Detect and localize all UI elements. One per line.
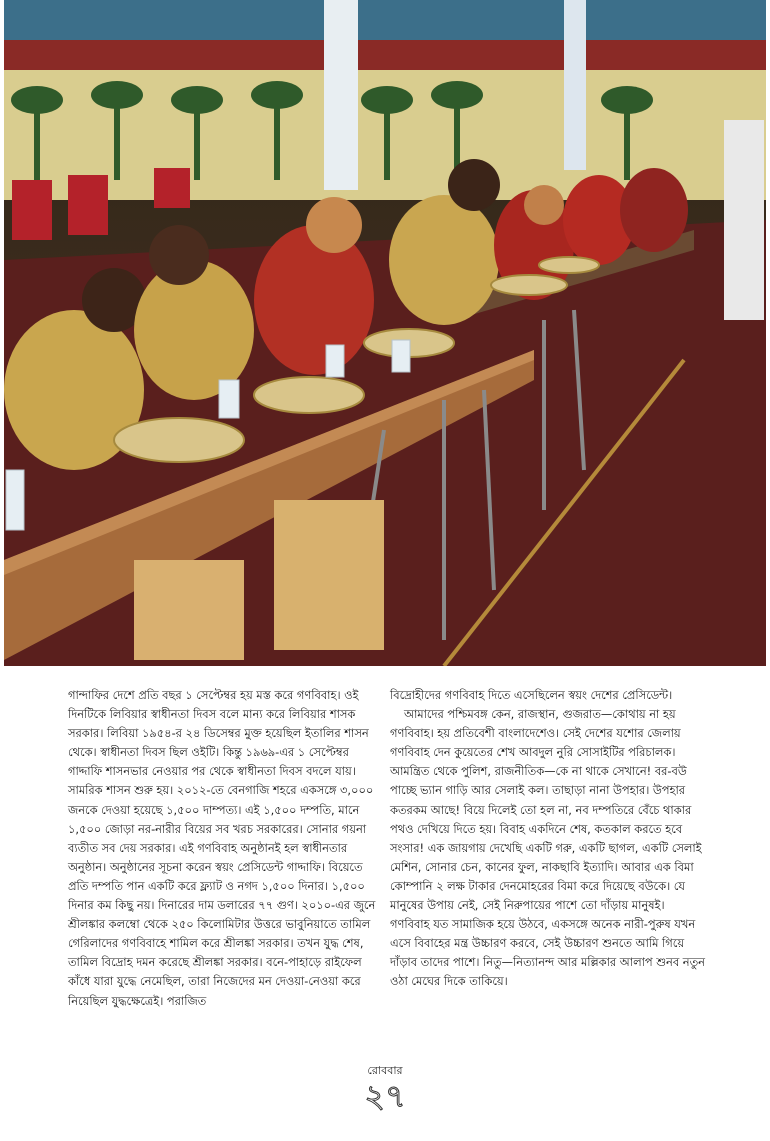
magazine-name: রোববার xyxy=(367,1064,403,1077)
article-paragraph: বিদ্রোহীদের গণবিবাহ দিতে এসেছিলেন স্বয়ং দেশের প্রেসিডেন্ট। xyxy=(390,688,673,702)
article-paragraph: আমাদের পশ্চিমবঙ্গ কেন, রাজস্থান, গুজরাত—কোথায় না হয় গণবিবাহ। হয় প্রতিবেশী বাংলাদেশেও। সেই দেশের যশোর জেলায় গণবিবাহ দেন কুয়েতের শেখ আবদুল নুরি সোসাইটির পরিচালক। আমন্ত্রিত থেকে পুলিশ, রাজনীতিক—কে না থাকে সেখানে! বর-বউ পাচ্ছে ভ্যান গাড়ি আর সেলাই কল। তাছাড়া নানা উপহার। উপহার কতরকম আছে! বিয়ে দিলেই তো হল না, নব দম্পতিরে বেঁচে থাকার পথও দেখিয়ে দিতে হয়। বিবাহ একদিনে শেষ, কতকাল করতে হবে সংসার! এক জায়গায় দেখেছি একটি গরু, একটি ছাগল, একটি সেলাই মেশিন, সোনার চেন, কানের ফুল, নাকছাবি ইত্যাদি। আবার এক বিমা কোম্পানি ২ লক্ষ টাকার দেনমোহরের বিমা করে দিয়েছে বউকে। যে মানুষের উপায় নেই, সেই নিরুপায়ের পাশে তো দাঁড়ায় মানুষই। গণবিবাহ যত সামাজিক হয়ে উঠবে, একসঙ্গে অনেক নারী-পুরুষ যখন এসে বিবাহের মন্ত্র উচ্চারণ করবে, সেই উচ্চারণ শুনতে আমি গিয়ে দাঁড়াব তাদের পাশে। নিতু—নিত্যানন্দ আর মল্লিকার আলাপ শুনব নতুন ওঠা মেঘের দিকে তাকিয়ে। xyxy=(390,707,705,989)
page-number: ২৭ xyxy=(364,1077,406,1115)
article-column-right xyxy=(390,686,706,992)
article-column-left xyxy=(68,686,384,1011)
mass-wedding-feast-photo xyxy=(4,0,766,666)
page-footer xyxy=(0,1062,770,1115)
article-paragraph: গান্দাফির দেশে প্রতি বছর ১ সেপ্টেম্বর হয় মস্ত করে গণবিবাহ। ওই দিনটিকে লিবিয়ার স্বাধীনতা দিবস বলে মান্য করে লিবিয়ার শাসক সরকার। লিবিয়া ১৯৫৪-র ২৪ ডিসেম্বর মুক্ত হয়েছিল ইতালির শাসন থেকে। স্বাধীনতা দিবস ছিল ওইটি। কিন্তু ১৯৬৯-এর ১ সেপ্টেম্বর গাদ্দাফি শাসনভার নেওয়ার পর থেকে স্বাধীনতা দিবস বদলে যায়। সামরিক শাসন শুরু হয়। ২০১২-তে বেনগাজি শহরে একসঙ্গে ৩,০০০ জনকে দেওয়া হয়েছে ১,৫০০ দাম্পত্য। এই ১,৫০০ দম্পতি, মানে ১,৫০০ জোড়া নর-নারীর বিয়ের সব খরচ সরকারের। সোনার গয়না ব্যতীত সব দেয় সরকার। এই গণবিবাহ অনুষ্ঠানই হল স্বাধীনতার অনুষ্ঠান। অনুষ্ঠানের সূচনা করেন স্বয়ং প্রেসিডেন্ট গাদ্দাফি। বিয়েতে প্রতি দম্পতি পান একটি করে ফ্ল্যাট ও নগদ ১,৫০০ দিনার। ১,৫০০ দিনার কম কিছু নয়। দিনারের দাম ডলারের ৭৭ গুণ। ২০১০-এর জুনে শ্রীলঙ্কার কলম্বো থেকে ২৫০ কিলোমিটার উত্তরে ভাবুনিয়াতে তামিল গেরিলাদের গণবিবাহে শামিল করে শ্রীলঙ্কা সরকার। তখন যুদ্ধ শেষ, তামিল বিদ্রোহ দমন করেছে শ্রীলঙ্কা সরকার। বনে-পাহাড়ে রাইফেল কাঁধে যারা যুদ্ধে নেমেছিল, তারা নিজেদের মন দেওয়া-নেওয়া করে নিয়েছিল যুদ্ধক্ষেত্রেই। পরাজিত xyxy=(68,688,376,1008)
photo-illustration xyxy=(4,0,766,666)
